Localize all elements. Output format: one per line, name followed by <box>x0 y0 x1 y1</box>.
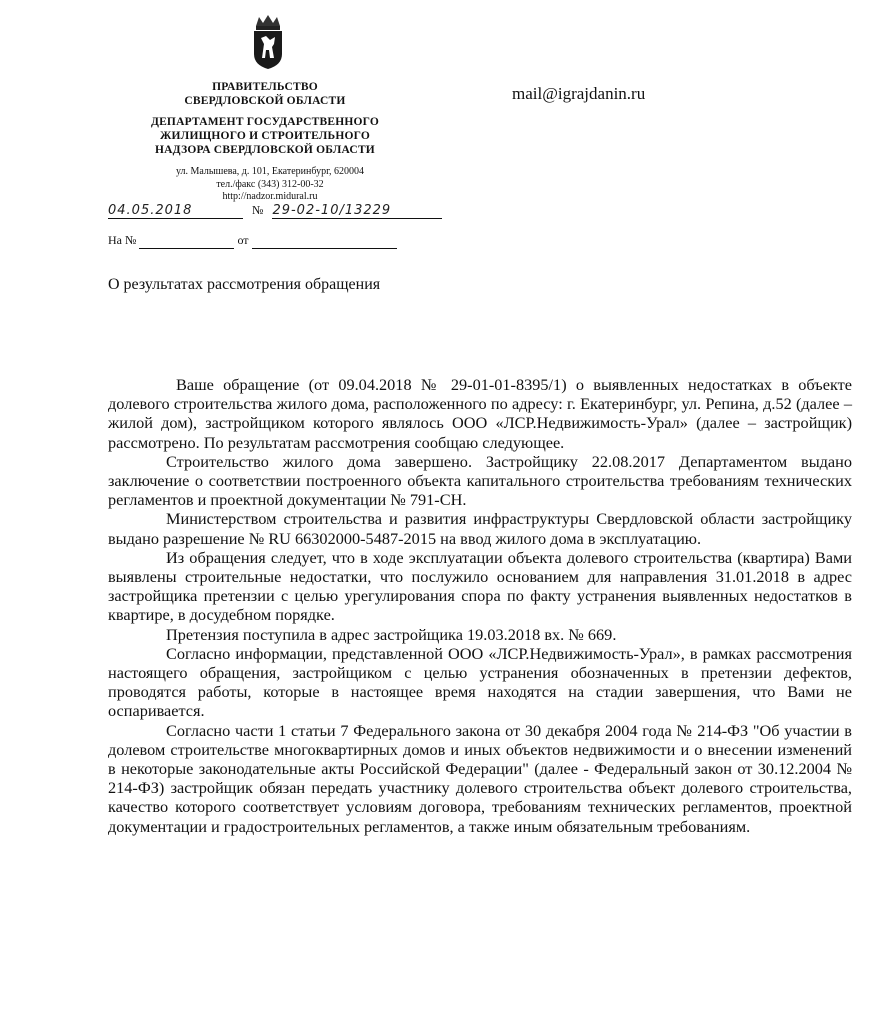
paragraph-4: Из обращения следует, что в ходе эксплуатации объекта долевого строительства (квартира) Вами выявлены строительные недостатки, что послужило основанием для направления 31.01.2018 в адрес застройщика претензии с целью урегулирования спора по факту устранения выявленных недостатков в квартире, в досудебном порядке. <box>108 547 852 625</box>
department-line-2: ЖИЛИЩНОГО И СТРОИТЕЛЬНОГО <box>159 130 371 142</box>
coat-of-arms-emblem <box>248 14 288 70</box>
number-label: № <box>252 203 264 217</box>
handwritten-number: 29-02-10/13229 <box>272 203 442 219</box>
paragraph-6: Согласно информации, представленной ООО «ЛСР.Недвижимость-Урал», в рамках рассмотрения настоящего обращения, застройщиком с целью устранения обозначенных в претензии дефектов, проводятся работы, которые в настоящее время находятся на стадии завершения, что Вами не оспаривается. <box>108 643 852 721</box>
reference-date-blank <box>252 233 397 249</box>
letter-body <box>108 375 852 836</box>
reference-number-blank <box>139 233 234 249</box>
department-line-1: ДЕПАРТАМЕНТ ГОСУДАРСТВЕННОГО <box>150 116 380 128</box>
reference-label: На № <box>108 233 137 247</box>
letter-subject: О результатах рассмотрения обращения <box>108 276 381 293</box>
department-website: http://nadzor.midural.ru <box>222 191 318 202</box>
paragraph-1: Ваше обращение (от 09.04.2018 № 29-01-01-8395/1) о выявленных недостатках в объекте долевого строительства жилого дома, расположенного по адресу: г. Екатеринбург, ул. Репина, д.52 (далее – жилой дом), застройщиком которого являлось ООО «ЛСР.Недвижимость-Урал» (далее – застройщик) рассмотрено. По результатам рассмотрения сообщаю следующее. <box>108 375 852 452</box>
paragraph-7: Согласно части 1 статьи 7 Федерального закона от 30 декабря 2004 года № 214-ФЗ "Об участии в долевом строительстве многоквартирных домов и иных объектов недвижимости и о внесении изменений в некоторые законодательные акты Российской Федерации" (далее - Федеральный закон от 30.12.2004 № 214-ФЗ) застройщик обязан передать участнику долевого строительства объект долевого строительства, качество которого соответствует условиям договора, требованиям технических регламентов, проектной документации и градостроительных регламентов, а также иным обязательным требованиям. <box>108 720 852 836</box>
paragraph-3: Министерством строительства и развития инфраструктуры Свердловской области застройщику выдано разрешение № RU 66302000-5487-2015 на ввод жилого дома в эксплуатацию. <box>108 509 852 548</box>
department-title <box>100 115 430 157</box>
reference-line <box>108 233 397 249</box>
department-phone: тел./факс (343) 312-00-32 <box>216 178 324 190</box>
government-line-2: СВЕРДЛОВСКОЙ ОБЛАСТИ <box>184 95 346 107</box>
government-line-1: ПРАВИТЕЛЬСТВО <box>212 81 318 93</box>
department-address: ул. Малышева, д. 101, Екатеринбург, 620004 <box>175 166 365 177</box>
paragraph-2: Строительство жилого дома завершено. Застройщику 22.08.2017 Департаментом выдано заключение о соответствии построенного объекта капитального строительства требованиям технических регламентов и проектной документации № 791-СН. <box>108 451 852 510</box>
recipient-email: mail@igrajdanin.ru <box>512 84 646 103</box>
department-contacts <box>110 166 430 204</box>
paragraph-5: Претензия поступила в адрес застройщика 19.03.2018 вх. № 669. <box>166 624 617 644</box>
government-title <box>100 80 430 108</box>
department-line-3: НАДЗОРА СВЕРДЛОВСКОЙ ОБЛАСТИ <box>155 144 375 156</box>
registration-line <box>108 203 448 225</box>
reference-from-label: от <box>237 233 249 247</box>
handwritten-date: 04.05.2018 <box>108 203 243 219</box>
